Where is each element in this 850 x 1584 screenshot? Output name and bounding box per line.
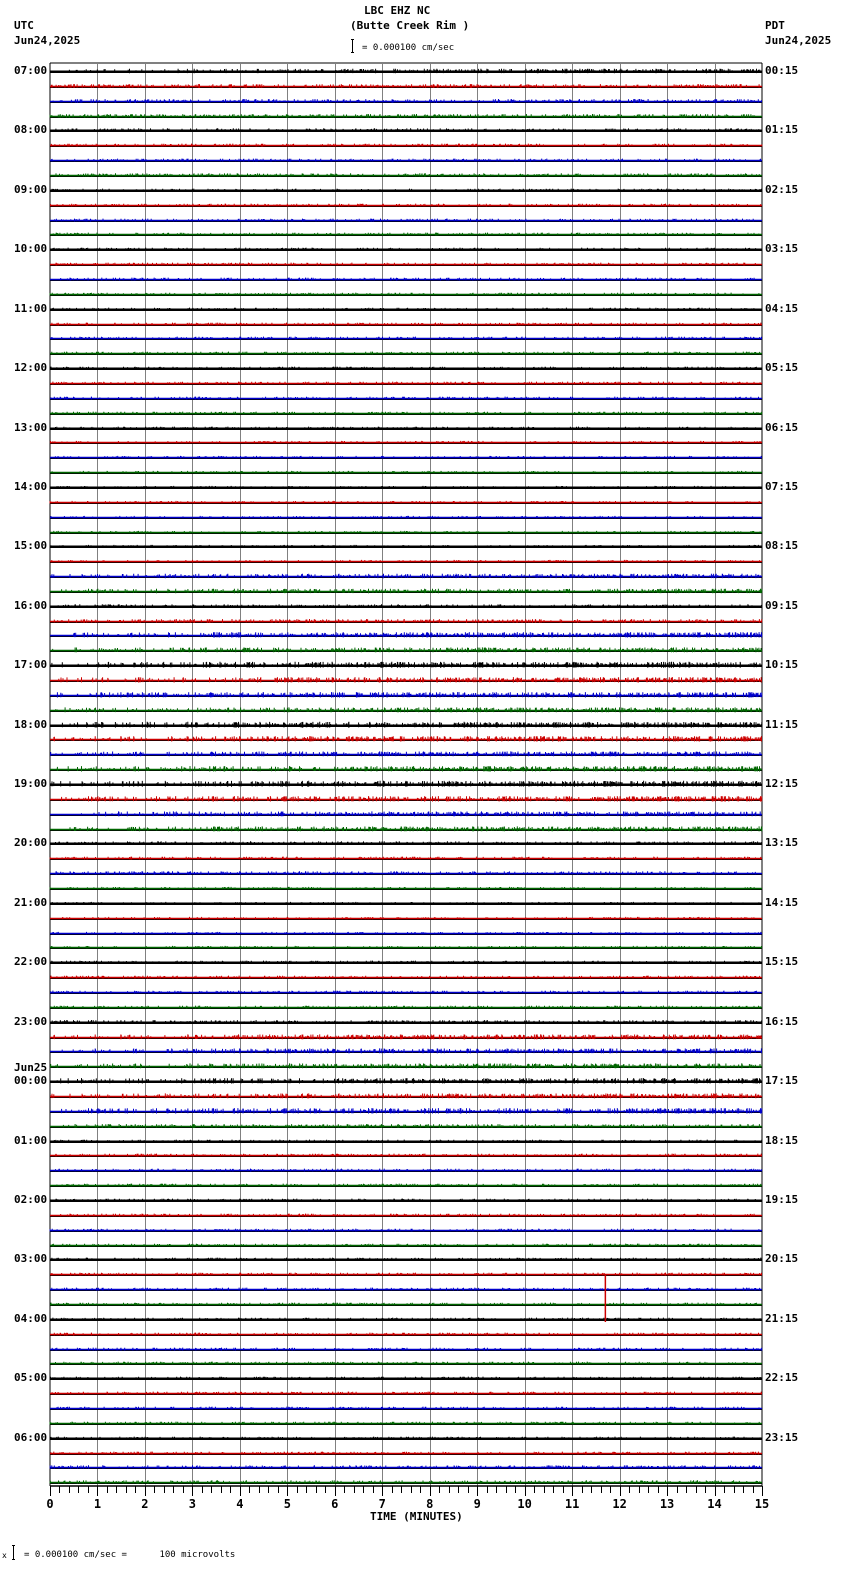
pdt-label-0915: 09:15: [765, 599, 799, 612]
pdt-label-2115: 21:15: [765, 1312, 799, 1325]
utc-label-0100: 01:00: [14, 1134, 48, 1147]
utc-label-2300: 23:00: [14, 1015, 48, 1028]
pdt-label-0615: 06:15: [765, 421, 799, 434]
pdt-label-0715: 07:15: [765, 480, 799, 493]
scale-text: = 0.000100 cm/sec: [362, 43, 455, 53]
pdt-label-2215: 22:15: [765, 1371, 799, 1384]
footer-prefix: x: [2, 1551, 7, 1560]
utc-label-0900: 09:00: [14, 183, 48, 196]
pdt-label-1715: 17:15: [765, 1074, 799, 1087]
pdt-label-1415: 14:15: [765, 896, 799, 909]
utc-label-0000: 00:00: [14, 1074, 48, 1087]
x-tick-6: 6: [331, 1497, 339, 1511]
x-tick-5: 5: [283, 1497, 291, 1511]
left-date: Jun24,2025: [14, 34, 81, 47]
pdt-label-1115: 11:15: [765, 718, 799, 731]
utc-label-1100: 11:00: [14, 302, 48, 315]
utc-label-1300: 13:00: [14, 421, 48, 434]
utc-label-1800: 18:00: [14, 718, 48, 731]
pdt-label-1515: 15:15: [765, 955, 799, 968]
pdt-label-2315: 23:15: [765, 1431, 799, 1444]
x-tick-15: 15: [754, 1497, 770, 1511]
right-date: Jun24,2025: [765, 34, 832, 47]
x-tick-7: 7: [378, 1497, 386, 1511]
pdt-label-0115: 01:15: [765, 123, 799, 136]
x-tick-2: 2: [141, 1497, 149, 1511]
utc-label-1000: 10:00: [14, 242, 48, 255]
footer-scale-text: = 0.000100 cm/sec = 100 microvolts: [24, 1550, 236, 1560]
pdt-label-1315: 13:15: [765, 836, 799, 849]
x-tick-12: 12: [612, 1497, 627, 1511]
station-title: LBC EHZ NC: [364, 4, 431, 17]
pdt-label-2015: 20:15: [765, 1252, 799, 1265]
x-tick-8: 8: [426, 1497, 434, 1511]
utc-label-2000: 20:00: [14, 836, 48, 849]
utc-label-0800: 08:00: [14, 123, 48, 136]
utc-label-0300: 03:00: [14, 1252, 48, 1265]
pdt-label-0815: 08:15: [765, 539, 799, 552]
pdt-label-0315: 03:15: [765, 242, 799, 255]
pdt-label-1815: 18:15: [765, 1134, 799, 1147]
utc-label-1200: 12:00: [14, 361, 48, 374]
right-timezone: PDT: [765, 19, 785, 32]
utc-label-0400: 04:00: [14, 1312, 48, 1325]
x-tick-0: 0: [46, 1497, 54, 1511]
x-tick-9: 9: [473, 1497, 481, 1511]
utc-label-0600: 06:00: [14, 1431, 48, 1444]
pdt-label-0515: 05:15: [765, 361, 799, 374]
pdt-label-1015: 10:15: [765, 658, 799, 671]
day-change-label: Jun25: [14, 1061, 48, 1074]
utc-label-2100: 21:00: [14, 896, 48, 909]
x-axis-title: TIME (MINUTES): [370, 1510, 463, 1523]
pdt-label-0215: 02:15: [765, 183, 799, 196]
left-timezone: UTC: [14, 19, 34, 32]
pdt-label-1915: 19:15: [765, 1193, 799, 1206]
station-location: (Butte Creek Rim ): [350, 19, 470, 32]
utc-label-0500: 05:00: [14, 1371, 48, 1384]
utc-label-0700: 07:00: [14, 64, 48, 77]
utc-label-1600: 16:00: [14, 599, 48, 612]
pdt-label-0415: 04:15: [765, 302, 799, 315]
pdt-label-1615: 16:15: [765, 1015, 799, 1028]
footer-scale-bar-icon: [12, 1545, 15, 1560]
pdt-label-0015: 00:15: [765, 64, 799, 77]
x-tick-14: 14: [707, 1497, 722, 1511]
utc-label-1700: 17:00: [14, 658, 48, 671]
x-tick-1: 1: [93, 1497, 102, 1511]
utc-label-0200: 02:00: [14, 1193, 48, 1206]
utc-label-1400: 14:00: [14, 480, 48, 493]
utc-label-1500: 15:00: [14, 539, 48, 552]
x-tick-13: 13: [659, 1497, 675, 1511]
x-tick-10: 10: [517, 1497, 532, 1511]
utc-label-1900: 19:00: [14, 777, 48, 790]
x-tick-4: 4: [236, 1497, 244, 1511]
pdt-label-1215: 12:15: [765, 777, 799, 790]
x-tick-3: 3: [188, 1497, 197, 1511]
x-tick-11: 11: [564, 1497, 580, 1511]
utc-label-2200: 22:00: [14, 955, 48, 968]
